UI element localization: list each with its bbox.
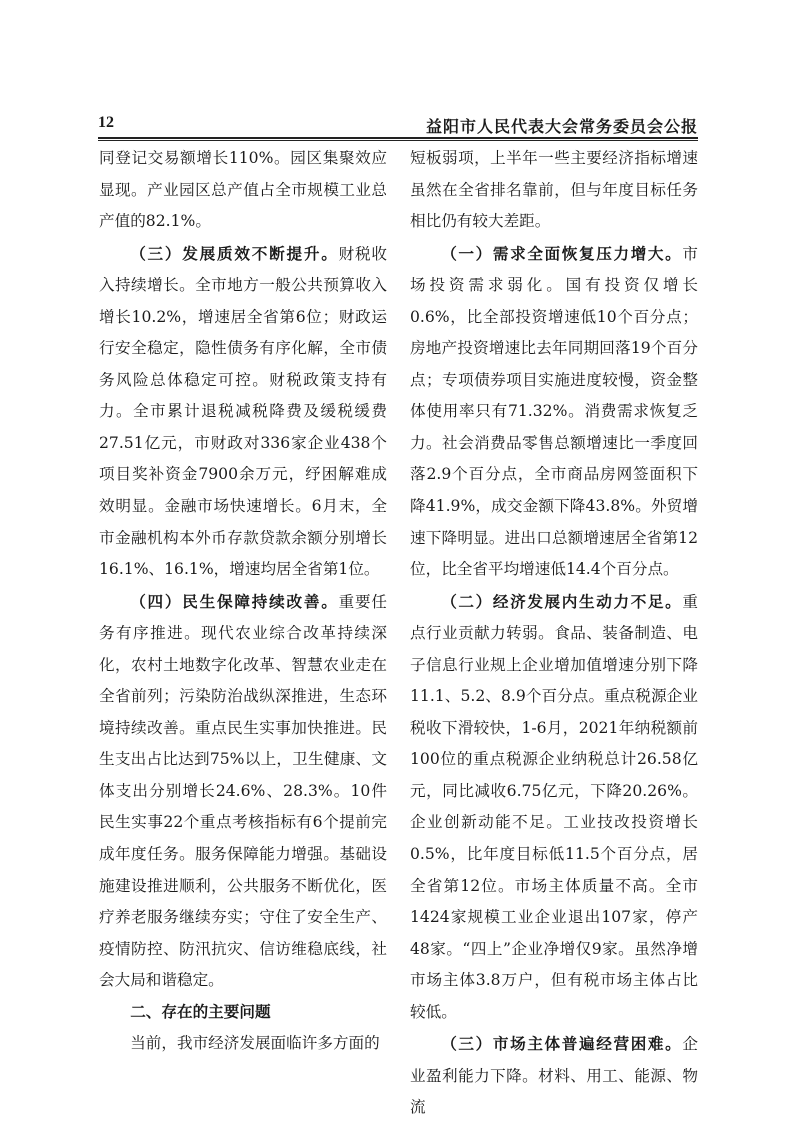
header-rule — [98, 137, 698, 139]
paragraph: 短板弱项，上半年一些主要经济指标增速虽然在全省排名靠前，但与年度目标任务相比仍有较大差距。 — [410, 149, 698, 231]
journal-title: 益阳市人民代表大会常务委员会公报 — [425, 117, 698, 136]
paragraph-body: 重要任务有序推进。现代农业综合改革持续深化，农村土地数字化改革、智慧农业走在全省前列；污染防治战纵深推进，生态环境持续改善。重点民生实事加快推进。民生支出占比达到75%以上，卫生健康、文体支出分别增长24.6%、28.3%。10件民生实事22个重点考核指标有6个提前完成年度任务。服务保障能力增强。基础设施建设推进顺利，公共服务不断优化，医疗养老服务继续夯实；守住了安全生产、疫情防控、防汛抗灾、信访维稳底线，社会大局和谐稳定。 — [99, 592, 387, 990]
paragraph-body: 财税收入持续增长。全市地方一般公共预算收入增长10.2%，增速居全省第6位；财政运行安全稳定，隐性债务有序化解，全市债务风险总体稳定可控。财税政策支持有力。全市累计退税减税降费及缓税缓费27.51亿元，市财政对336家企业438个项目奖补资金7900余万元，纾困解难成效明显。金融市场快速增长。6月末，全市金融机构本外币存款贷款余额分别增长16.1%、16.1%，增速均居全省第1位。 — [99, 244, 387, 579]
page-header — [98, 112, 698, 138]
subsection-heading: （一）需求全面恢复压力增大。 — [441, 243, 683, 263]
right-column — [410, 143, 698, 1124]
paragraph-body: 重点行业贡献力转弱。食品、装备制造、电子信息行业规上企业增加值增速分别下降11.1、5.2、8.9个百分点。重点税源企业税收下滑较快，1-6月，2021年纳税额前100位的重点税源企业纳税总计26.58亿元，同比减收6.75亿元，下降20.26%。企业创新动能不足。工业技改投资增长0.5%，比年度目标低11.5个百分点，居全省第12位。市场主体质量不高。全市1424家规模工业企业退出107家，停产48家。“四上”企业净增仅9家。虽然净增市场主体3.8万户，但有税市场主体占比较低。 — [410, 592, 698, 1021]
paragraph: 同登记交易额增长110%。园区集聚效应显现。产业园区总产值占全市规模工业总产值的82.1%。 — [99, 149, 387, 231]
subsection-heading: （三）市场主体普遍经营困难。 — [441, 1034, 683, 1054]
paragraph-body: 企业盈利能力下降。材料、用工、能源、物流 — [410, 1035, 698, 1117]
left-column — [99, 143, 387, 1060]
paragraph — [410, 1028, 698, 1124]
subsection-heading: （二）经济发展内生动力不足。 — [441, 591, 683, 611]
subsection-heading: （四）民生保障持续改善。 — [130, 591, 339, 611]
paragraph-body: 市场投资需求弱化。国有投资仅增长0.6%，比全部投资增速低10个百分点；房地产投资增速比去年同期回落19个百分点；专项债券项目实施进度较慢，资金整体使用率只有71.32%。消费需求恢复乏力。社会消费品零售总额增速比一季度回落2.9个百分点，全市商品房网签面积下降41.9%，成交金额下降43.8%。外贸增速下降明显。进出口总额增速居全省第12位，比全省平均增速低14.4个百分点。 — [410, 244, 698, 579]
subsection-heading: （三）发展质效不断提升。 — [130, 243, 339, 263]
paragraph — [410, 586, 698, 1029]
paragraph: 当前，我市经济发展面临许多方面的 — [130, 1034, 380, 1053]
section-heading: 二、存在的主要问题 — [130, 1002, 271, 1021]
header-rule-thin — [98, 140, 698, 141]
paragraph — [99, 238, 387, 586]
paragraph — [99, 586, 387, 997]
paragraph — [410, 238, 698, 586]
page-number: 12 — [98, 114, 114, 131]
